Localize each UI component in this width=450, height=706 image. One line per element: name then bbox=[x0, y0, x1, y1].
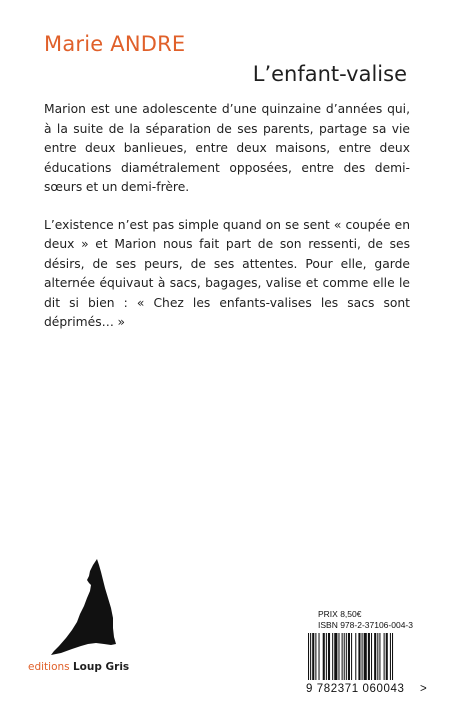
price-label: PRIX 8,50€ bbox=[318, 609, 362, 619]
publisher-label: Loup Gris bbox=[72, 661, 130, 673]
publisher-name bbox=[28, 661, 158, 673]
book-title: L’enfant-valise bbox=[252, 62, 407, 86]
price-isbn-block bbox=[318, 609, 413, 631]
blurb-paragraph: L’existence n’est pas simple quand on se sent « coupée en deux » et Marion nous fait part de son ressenti, de ses désirs, de ses peurs, de ses attentes. Pour elle, garde alternée équivaut à sacs, bagages, valise et comme elle le dit si bien : « Chez les enfants-valises les sacs sont déprimés… » bbox=[44, 217, 410, 329]
barcode bbox=[306, 633, 426, 699]
back-cover-blurb bbox=[44, 100, 410, 351]
howling-wolf-icon bbox=[50, 558, 140, 658]
publisher-prefix: editions bbox=[28, 661, 70, 673]
author-name: Marie ANDRE bbox=[44, 32, 186, 56]
barcode-bars bbox=[306, 633, 418, 683]
barcode-number: 9 782371 060043 bbox=[306, 683, 405, 695]
publisher-logo bbox=[28, 558, 138, 694]
barcode-arrow: > bbox=[420, 683, 427, 695]
blurb-paragraph: Marion est une adolescente d’une quinzaine d’années qui, à la suite de la séparation de ses parents, partage sa vie entre deux banlieues, entre deux maisons, entre deux éducations diamétralement opposées, entre des demi-sœurs et un demi-frère. bbox=[44, 102, 410, 194]
isbn-label: ISBN 978-2-37106-004-3 bbox=[318, 620, 413, 630]
